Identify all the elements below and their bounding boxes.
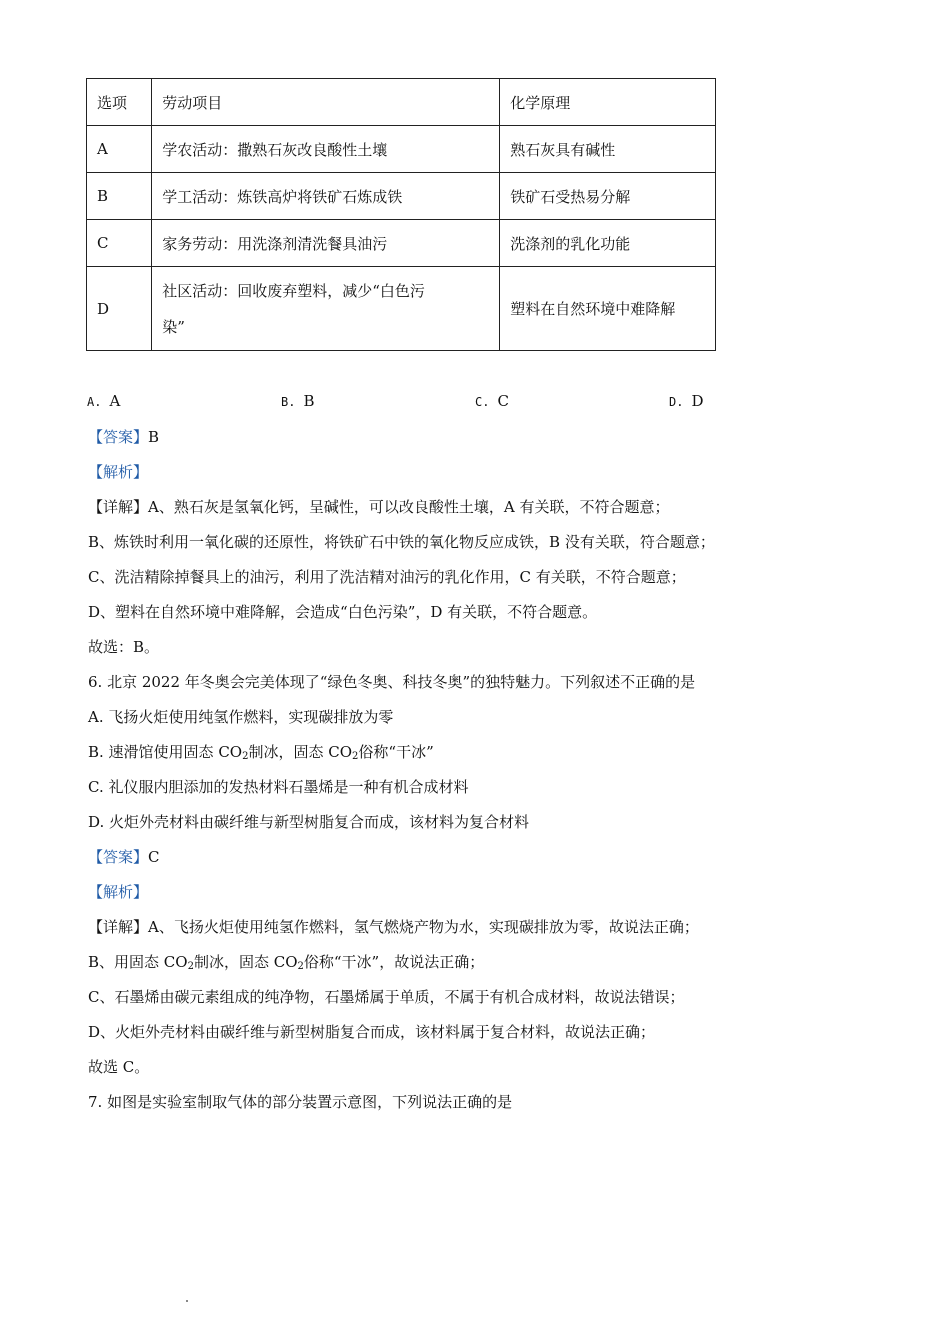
table-header-row <box>87 79 716 126</box>
table-cell: 熟石灰具有碱性 <box>500 126 716 173</box>
table-cell-wrapped <box>152 267 500 351</box>
table-cell: 家务劳动：用洗涤剂清洗餐具油污 <box>152 220 500 267</box>
answer-value: C <box>148 848 160 866</box>
table-header-cell: 选项 <box>87 79 152 126</box>
q6-detail-line: D、火炬外壳材料由碳纤维与新型树脂复合而成，该材料属于复合材料，故说法正确； <box>88 1023 656 1041</box>
q6-option-d: D. 火炬外壳材料由碳纤维与新型树脂复合而成，该材料为复合材料 <box>88 813 530 831</box>
q6-analysis-tag <box>88 881 888 903</box>
table-cell: 塑料在自然环境中难降解 <box>500 267 716 351</box>
answer-choices <box>0 392 950 416</box>
detail-text: A、飞扬火炬使用纯氢作燃料，氢气燃烧产物为水，实现碳排放为零，故说法正确； <box>148 918 699 936</box>
q5-detail-line: C、洗洁精除掉餐具上的油污，利用了洗洁精对油污的乳化作用，C 有关联，不符合题意； <box>88 568 686 586</box>
cell-line: 染” <box>162 317 185 336</box>
subscript: 2 <box>297 961 304 972</box>
detail-text: 俗称“干冰”，故说法正确； <box>303 953 485 971</box>
subscript: 2 <box>187 961 194 972</box>
page-speck <box>186 1300 188 1302</box>
q5-detail-line: D、塑料在自然环境中难降解，会造成“白色污染”，D 有关联，不符合题意。 <box>88 603 598 621</box>
choice-text: B <box>303 392 315 410</box>
q6-option-c: C. 礼仪服内胆添加的发热材料石墨烯是一种有机合成材料 <box>88 778 469 796</box>
labor-principle-table <box>86 78 716 351</box>
answer-tag: 【答案】 <box>88 428 149 446</box>
q6-answer <box>88 846 888 868</box>
table-cell: C <box>87 220 152 267</box>
detail-text: 制冰，固态 CO <box>193 953 298 971</box>
q5-analysis-tag <box>88 461 888 483</box>
choice-letter: D. <box>669 395 684 409</box>
table-cell: 学农活动：撒熟石灰改良酸性土壤 <box>152 126 500 173</box>
choice-d <box>669 392 703 410</box>
analysis-tag: 【解析】 <box>88 463 149 481</box>
option-text: B. 速滑馆使用固态 CO <box>88 743 243 761</box>
q6-detail-line <box>88 951 888 973</box>
detail-text: B、用固态 CO <box>88 953 188 971</box>
q6-conclusion: 故选 C。 <box>88 1058 150 1076</box>
table-cell: D <box>87 267 152 351</box>
choice-text: D <box>691 392 704 410</box>
choice-letter: B. <box>281 395 296 409</box>
detail-tag: 【详解】 <box>88 498 149 516</box>
table-row <box>87 173 716 220</box>
choice-text: A <box>109 392 121 410</box>
table-header-cell: 化学原理 <box>500 79 716 126</box>
table-cell: B <box>87 173 152 220</box>
q5-detail-line <box>88 496 888 518</box>
table-header-cell: 劳动项目 <box>152 79 500 126</box>
table-cell: 铁矿石受热易分解 <box>500 173 716 220</box>
q5-answer <box>88 426 888 448</box>
answer-value: B <box>148 428 160 446</box>
option-text: 制冰，固态 CO <box>248 743 353 761</box>
analysis-tag: 【解析】 <box>88 883 149 901</box>
choice-letter: C. <box>475 395 490 409</box>
choice-text: C <box>497 392 509 410</box>
choice-a <box>87 392 120 410</box>
answer-tag: 【答案】 <box>88 848 149 866</box>
table-cell: 学工活动：炼铁高炉将铁矿石炼成铁 <box>152 173 500 220</box>
table-row <box>87 220 716 267</box>
q5-conclusion: 故选：B。 <box>88 638 160 656</box>
table-cell: 洗涤剂的乳化功能 <box>500 220 716 267</box>
q6-option-b <box>88 741 888 763</box>
table-cell: A <box>87 126 152 173</box>
choice-b <box>281 392 314 410</box>
option-text: 俗称“干冰” <box>358 743 434 761</box>
q6-stem: 6. 北京 2022 年冬奥会完美体现了“绿色冬奥、科技冬奥”的独特魅力。下列叙述不正确的是 <box>88 673 696 691</box>
q7-stem: 7. 如图是实验室制取气体的部分装置示意图，下列说法正确的是 <box>88 1093 513 1111</box>
q6-detail-line <box>88 916 888 938</box>
q5-detail-line: B、炼铁时利用一氧化碳的还原性，将铁矿石中铁的氧化物反应成铁，B 没有关联，符合题意； <box>88 533 715 551</box>
detail-tag: 【详解】 <box>88 918 149 936</box>
cell-line: 社区活动：回收废弃塑料，减少“白色污 <box>162 281 425 300</box>
subscript: 2 <box>352 751 359 762</box>
choice-letter: A. <box>87 395 102 409</box>
q6-detail-line: C、石墨烯由碳元素组成的纯净物，石墨烯属于单质，不属于有机合成材料，故说法错误； <box>88 988 685 1006</box>
choice-c <box>475 392 509 410</box>
subscript: 2 <box>242 751 249 762</box>
table-row <box>87 267 716 351</box>
table-row <box>87 126 716 173</box>
detail-text: A、熟石灰是氢氧化钙，呈碱性，可以改良酸性土壤，A 有关联，不符合题意； <box>148 498 670 516</box>
q6-option-a: A. 飞扬火炬使用纯氢作燃料，实现碳排放为零 <box>88 708 394 726</box>
